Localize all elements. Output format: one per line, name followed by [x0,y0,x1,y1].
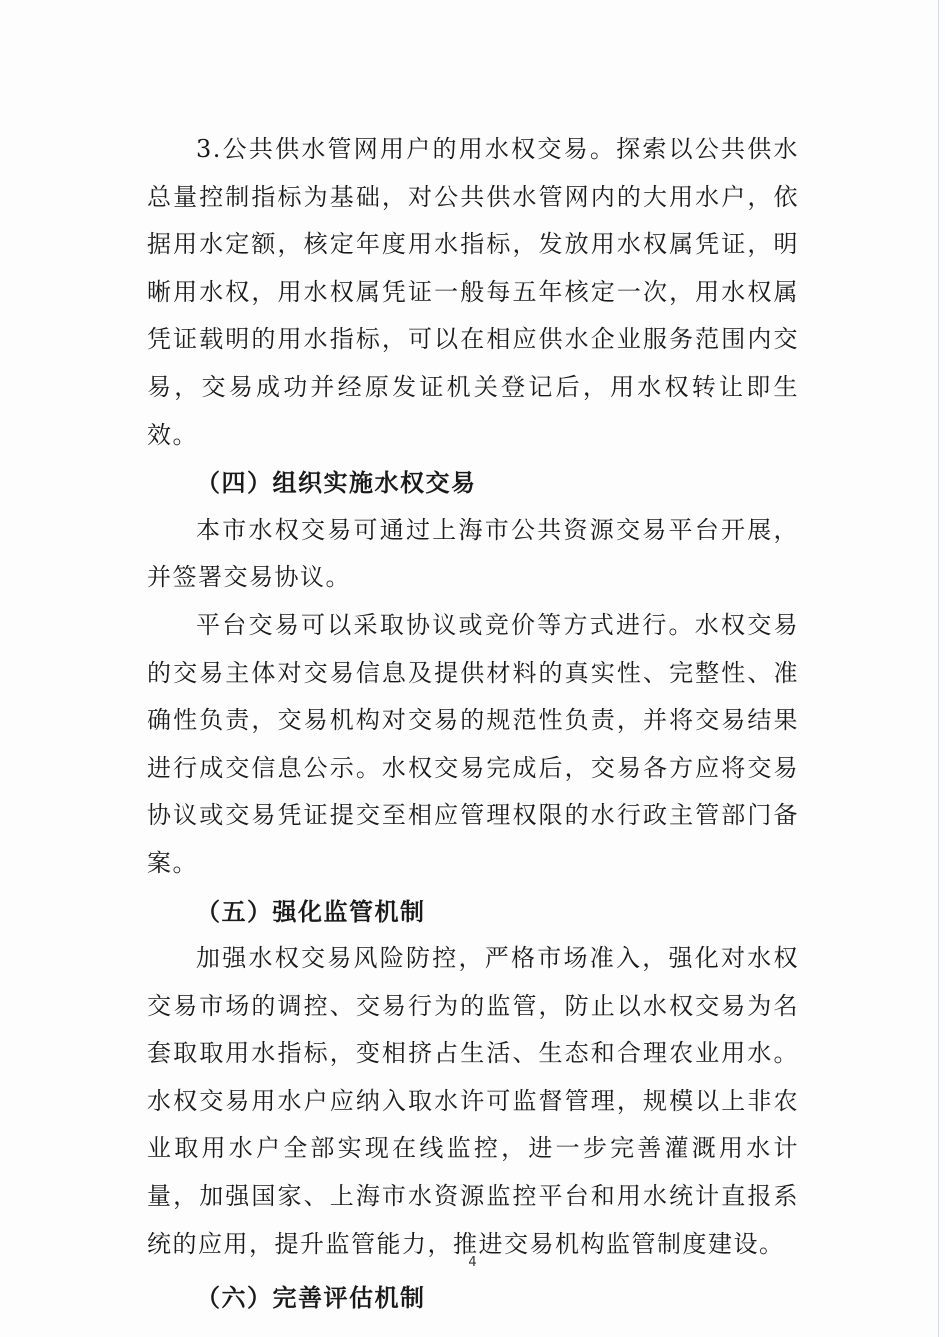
page-number: 4 [468,1255,477,1270]
paragraph-public-supply-water-rights: 3.公共供水管网用户的用水权交易。探索以公共供水总量控制指标为基础，对公共供水管网内的大用水户，依据用水定额，核定年度用水指标，发放用水权属凭证，明晰用水权，用水权属凭证一般每五年核定一次，用水权属凭证载明的用水指标，可以在相应供水企业服务范围内交易，交易成功并经原发证机关登记后，用水权转让即生效。 [147,135,799,449]
document-body [147,126,799,1322]
paragraph-platform-trading-methods: 平台交易可以采取协议或竞价等方式进行。水权交易的交易主体对交易信息及提供材料的真实性、完整性、准确性负责，交易机构对交易的规范性负责，并将交易结果进行成交信息公示。水权交易完成后，交易各方应将交易协议或交易凭证提交至相应管理权限的水行政主管部门备案。 [147,610,799,877]
section-heading-strengthen-supervision: （五）强化监管机制 [196,896,426,926]
section-heading-evaluation-mechanism: （六）完善评估机制 [196,1283,426,1313]
scan-edge-line [938,0,939,1337]
paragraph-trading-platform: 本市水权交易可通过上海市公共资源交易平台开展，并签署交易协议。 [147,515,799,592]
paragraph-risk-control: 加强水权交易风险防控，严格市场准入，强化对水权交易市场的调控、交易行为的监管，防止以水权交易为名套取取用水指标，变相挤占生活、生态和合理农业用水。水权交易用水户应纳入取水许可监督管理，规模以上非农业取用水户全部实现在线监控，进一步完善灌溉用水计量，加强国家、上海市水资源监控平台和用水统计直报系统的应用，提升监管能力，推进交易机构监管制度建设。 [147,944,799,1258]
section-heading-organize-trading: （四）组织实施水权交易 [196,468,477,498]
